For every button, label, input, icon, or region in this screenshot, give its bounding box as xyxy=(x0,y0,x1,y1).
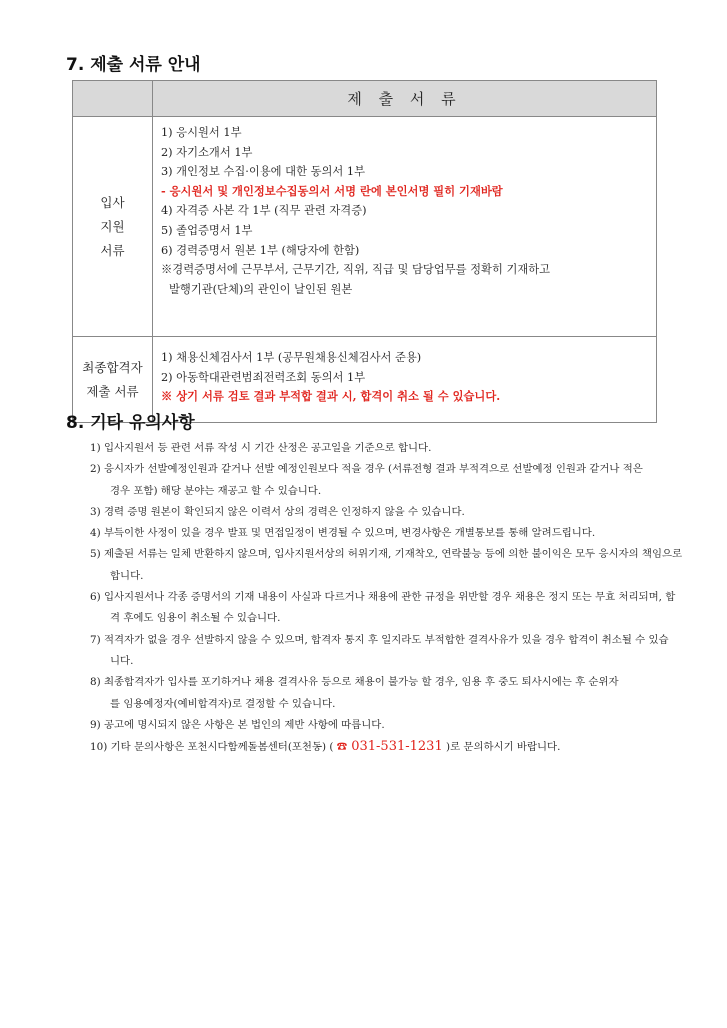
list-item xyxy=(90,523,670,544)
note-line: 1) 입사지원서 등 관련 서류 작성 시 기간 산정은 공고일을 기준으로 합니다. xyxy=(90,442,432,454)
list-item: 1) 채용신체검사서 1부 (공무원채용신체검사서 준용) xyxy=(161,351,422,365)
list-item: 6) 경력증명서 원본 1부 (해당자에 한함) xyxy=(161,243,360,257)
note-line: 5) 제출된 서류는 일체 반환하지 않으며, 입사지원서상의 허위기재, 기재착오, 연락불능 등에 의한 불이익은 모두 응시자의 책임으로 xyxy=(90,548,683,561)
note-line: 8) 최종합격자가 입사를 포기하거나 채용 결격사유 등으로 채용이 불가능 할 경우, 임용 후 중도 퇴사시에는 후 순위자 xyxy=(90,676,619,689)
list-item xyxy=(90,587,676,630)
row-label-line: 서류 xyxy=(100,242,125,258)
note-line: 7) 적격자가 없을 경우 선발하지 않을 수 있으며, 합격자 통지 후 일지라도 부적합한 결격사유가 있을 경우 합격이 취소될 수 있습 xyxy=(90,633,669,646)
list-item: 발행기관(단체)의 관인이 날인된 원본 xyxy=(169,282,353,296)
phone-icon: ☎ xyxy=(336,741,348,754)
contact-prefix: 10) 기타 문의사항은 포천시다함께돌봄센터(포천동) ( xyxy=(90,741,337,754)
note-line: 합니다. xyxy=(110,569,144,582)
note-line: 를 임용예정자(예비합격자)로 결정할 수 있습니다. xyxy=(110,697,336,710)
application-docs-list xyxy=(153,117,657,337)
table-header-row xyxy=(73,81,657,117)
table-row xyxy=(73,117,657,337)
section-8-title: 8. 기타 유의사항 xyxy=(66,413,195,433)
signature-warning: - 응시원서 및 개인정보수집동의서 서명 란에 본인서명 필히 기재바람 xyxy=(161,183,503,198)
note-line: 4) 부득이한 사정이 있을 경우 발표 및 면접일정이 변경될 수 있으며, 변경사항은 개별통보를 통해 알려드립니다. xyxy=(90,527,596,540)
list-item: 3) 개인정보 수집·이용에 대한 동의서 1부 xyxy=(161,165,366,179)
table-header: 제 출 서 류 xyxy=(153,81,657,117)
row-label-line: 최종합격자 xyxy=(82,359,143,375)
phone-number: 031-531-1231 xyxy=(347,739,443,755)
contact-suffix: )로 문의하시기 바랍니다. xyxy=(442,741,561,754)
note-line: 2) 응시자가 선발예정인원과 같거나 선발 예정인원보다 적을 경우 (서류전형 결과 부적격으로 선발예정 인원과 같거나 적은 xyxy=(90,463,643,476)
note-line: 3) 경력 증명 원본이 확인되지 않은 이력서 상의 경력은 인정하지 않을 수 있습니다. xyxy=(90,505,465,518)
list-item: 2) 아동학대관련범죄전력조회 동의서 1부 xyxy=(161,370,366,384)
list-item xyxy=(90,544,683,587)
contact-line xyxy=(90,736,670,758)
list-item xyxy=(90,630,670,673)
row-label-line: 입사 xyxy=(100,194,125,210)
submission-documents-table xyxy=(72,80,657,423)
note-line: 경우 포함) 해당 분야는 재공고 할 수 있습니다. xyxy=(110,484,322,497)
list-item: 1) 응시원서 1부 xyxy=(161,126,242,139)
final-docs-list xyxy=(153,337,657,423)
list-item xyxy=(90,672,670,715)
header-empty-cell xyxy=(73,81,153,117)
row-label-line: 제출 서류 xyxy=(86,383,139,399)
list-item xyxy=(90,502,670,523)
note-line: 9) 공고에 명시되지 않은 사항은 본 법인의 제반 사항에 따릅니다. xyxy=(90,718,385,731)
row-label-application-docs xyxy=(73,117,153,337)
note-line: 격 후에도 임용이 취소될 수 있습니다. xyxy=(110,612,281,625)
list-item: 4) 자격증 사본 각 1부 (직무 관련 자격증) xyxy=(161,204,367,218)
row-label-line: 지원 xyxy=(100,218,125,234)
note-line: 6) 입사지원서나 각종 증명서의 기재 내용이 사실과 다르거나 채용에 관한 규정을 위반할 경우 채용은 정지 또는 무효 처리되며, 합 xyxy=(90,591,676,604)
cancellation-warning: ※ 상기 서류 검토 결과 부적합 결과 시, 합격이 취소 될 수 있습니다. xyxy=(161,389,501,404)
notes-list xyxy=(90,438,683,758)
list-item: 2) 자기소개서 1부 xyxy=(161,145,253,159)
note-line: 니다. xyxy=(110,654,134,667)
list-item xyxy=(90,715,670,736)
list-item: ※경력증명서에 근무부서, 근무기간, 직위, 직급 및 담당업무를 정확히 기재하고 xyxy=(161,263,551,277)
section-7-title: 7. 제출 서류 안내 xyxy=(66,55,201,75)
contact-note xyxy=(90,736,670,758)
list-item xyxy=(90,459,670,502)
list-item xyxy=(90,438,670,459)
list-item: 5) 졸업증명서 1부 xyxy=(161,223,253,237)
